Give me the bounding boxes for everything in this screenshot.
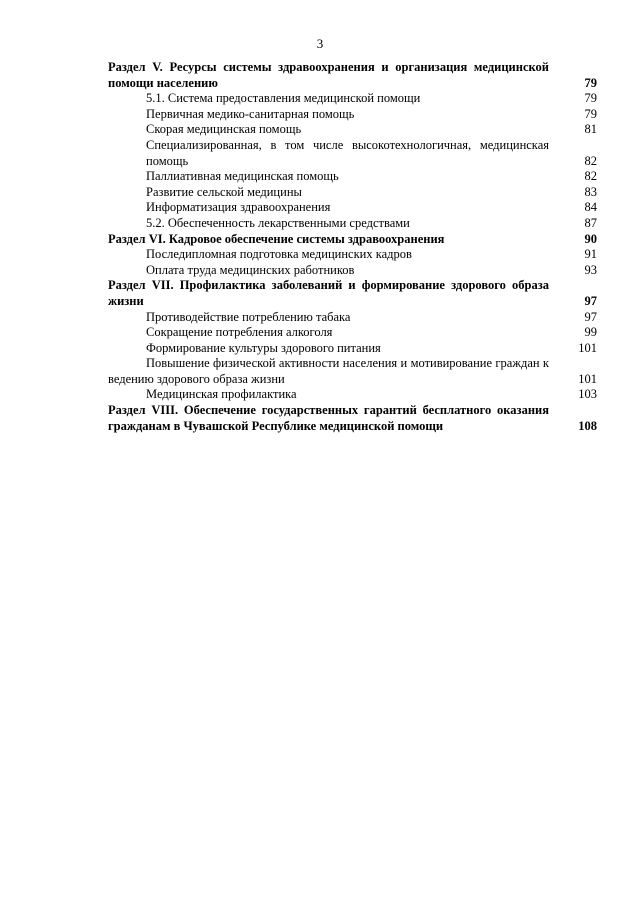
toc-subsection[interactable] [108,310,597,326]
toc-entry-page: 82 [584,169,597,184]
toc-subsection[interactable] [108,107,597,123]
toc-entry-text: Противодействие потреблению табака [146,309,351,324]
toc-entry-text: Раздел VII. Профилактика заболеваний и формирование здорового образа жизни [108,278,549,308]
toc-entry-page: 82 [584,153,597,168]
toc-section-6[interactable] [108,232,597,248]
toc-entry-page: 97 [584,309,597,324]
toc-entry-page: 99 [584,325,597,340]
toc-entry-text: Повышение физической активности населения и мотивирование граждан к ведению здорового образа жизни [108,356,549,386]
toc-entry-page: 101 [578,340,597,355]
toc-entry-page: 87 [584,215,597,230]
toc-entry-text: Информатизация здравоохранения [146,200,331,215]
toc-entry-page: 83 [584,184,597,199]
toc-subsection[interactable] [108,341,597,357]
toc-entry-text: Раздел VI. Кадровое обеспечение системы здравоохранения [108,231,445,246]
toc-entry-text: Оплата труда медицинских работников [146,262,355,277]
toc-entry-text: Скорая медицинская помощь [146,122,302,137]
page-number: 3 [316,36,324,51]
toc-entry-page: 79 [584,75,597,90]
toc-entry-page: 84 [584,200,597,215]
toc-entry-text: Формирование культуры здорового питания [146,340,381,355]
toc-section-5[interactable] [108,60,597,91]
toc-entry-text: Развитие сельской медицины [146,184,302,199]
toc-section-8[interactable] [108,403,597,434]
toc-entry-page: 108 [578,418,597,433]
toc-subsection[interactable] [108,216,597,232]
toc-entry-page: 93 [584,262,597,277]
toc-entry-page: 103 [578,387,597,402]
toc-entry-text: Раздел VIII. Обеспечение государственных гарантий бесплатного оказания гражданам в Чувашской Республике медицинской помощи [108,403,549,433]
toc-entry-text: Раздел V. Ресурсы системы здравоохранения и организация медицинской помощи населению [108,60,549,90]
toc-entry-text: Первичная медико-санитарная помощь [146,106,355,121]
toc-subsection[interactable] [108,169,597,185]
toc-entry-text: 5.1. Система предоставления медицинской помощи [146,91,421,106]
toc-subsection[interactable] [108,325,597,341]
toc-entry-text: 5.2. Обеспеченность лекарственными средствами [146,215,410,230]
toc-entry-text: Специализированная, в том числе высокотехнологичная, медицинская помощь [146,137,549,168]
toc-entry-page: 79 [584,91,597,106]
toc-subsection[interactable] [108,263,597,279]
toc-subsection[interactable] [108,200,597,216]
toc-subsection[interactable] [108,91,597,107]
toc-subsection[interactable] [108,247,597,263]
toc-subsection[interactable] [108,122,597,138]
toc-entry-page: 97 [584,293,597,308]
toc-entry-page: 79 [584,106,597,121]
toc-subsection[interactable] [108,185,597,201]
toc-entry-page: 81 [584,122,597,137]
toc-section-7[interactable] [108,278,597,309]
toc-entry-text: Медицинская профилактика [146,387,297,402]
toc-entry-text: Последипломная подготовка медицинских кадров [146,247,412,262]
toc-entry-text: Сокращение потребления алкоголя [146,325,333,340]
toc-entry-page: 91 [584,247,597,262]
toc-entry-page: 101 [578,371,597,386]
toc-subsection[interactable] [108,387,597,403]
toc-entry-page: 90 [584,231,597,246]
table-of-contents [108,60,597,434]
toc-entry-text: Паллиативная медицинская помощь [146,169,339,184]
toc-subsection[interactable] [108,356,597,387]
toc-subsection[interactable] [108,138,597,169]
